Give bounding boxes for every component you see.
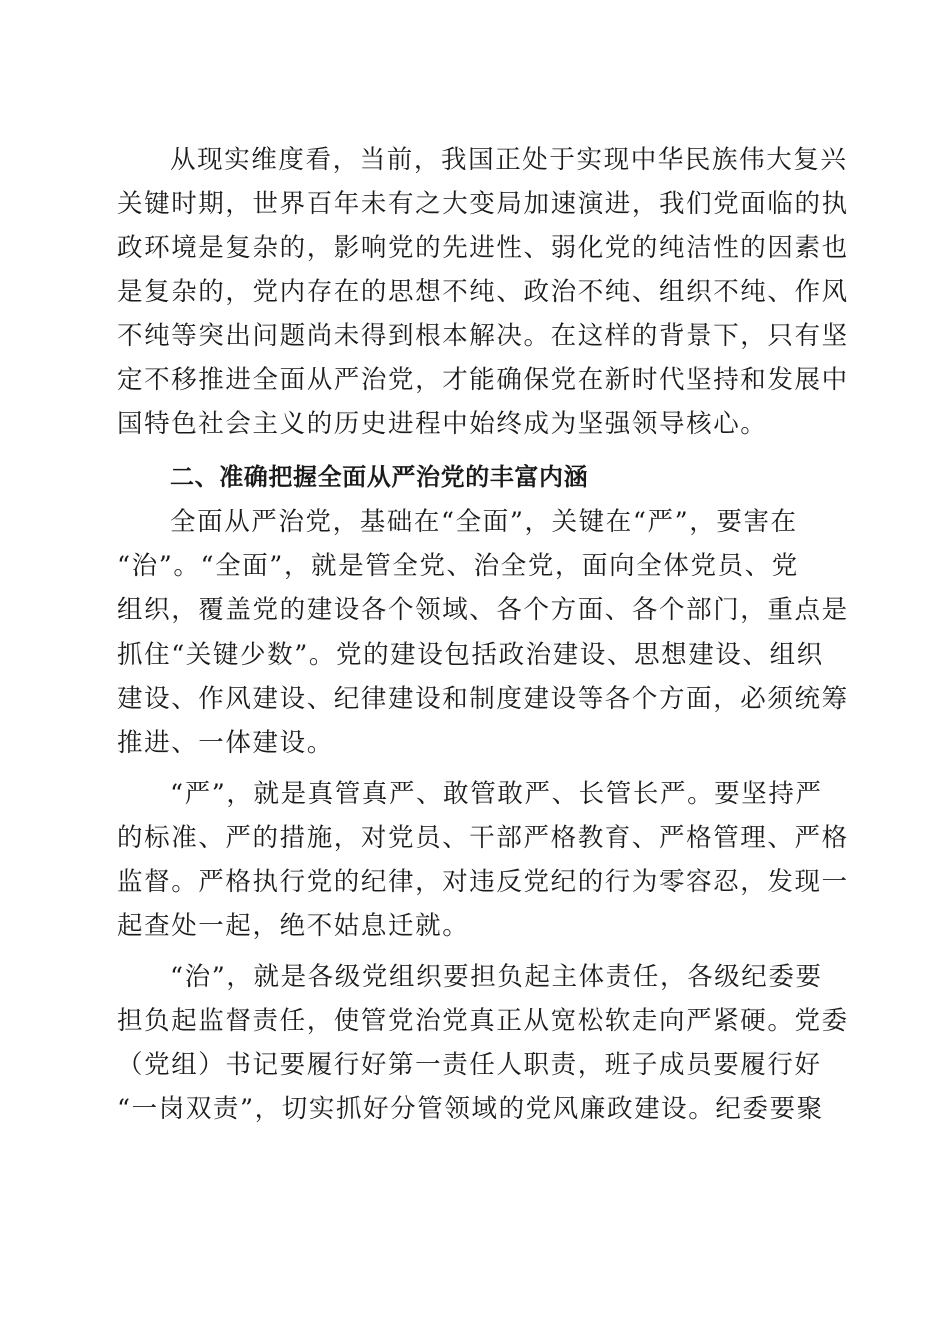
paragraph-line: 的标准、严的措施，对党员、干部严格教育、严格管理、严格 <box>117 823 849 853</box>
paragraph-line: 是复杂的，党内存在的思想不纯、政治不纯、组织不纯、作风 <box>117 277 849 307</box>
paragraph-line: “一岗双责”，切实抓好分管领域的党风廉政建设。纪委要聚 <box>117 1094 824 1124</box>
paragraph-line: 担负起监督责任，使管党治党真正从宽松软走向严紧硬。党委 <box>117 1006 849 1036</box>
paragraph-line: 建设、作风建设、纪律建设和制度建设等各个方面，必须统筹 <box>117 684 849 714</box>
paragraph-line: “治”，就是各级党组织要担负起主体责任，各级纪委要 <box>170 962 823 992</box>
paragraph-line: “严”，就是真管真严、敢管敢严、长管长严。要坚持严 <box>170 779 823 809</box>
paragraph-line: 不纯等突出问题尚未得到根本解决。在这样的背景下，只有坚 <box>117 321 849 351</box>
paragraph-line: “治”。“全面”，就是管全党、治全党，面向全体党员、党 <box>117 551 799 581</box>
paragraph-line: 定不移推进全面从严治党，才能确保党在新时代坚持和发展中 <box>117 365 849 395</box>
paragraph-line: 推进、一体建设。 <box>117 728 334 758</box>
paragraph-line: 国特色社会主义的历史进程中始终成为坚强领导核心。 <box>117 409 768 439</box>
paragraph-line: 关键时期，世界百年未有之大变局加速演进，我们党面临的执 <box>117 189 849 219</box>
paragraph-line: 起查处一起，绝不姑息迁就。 <box>117 911 470 941</box>
paragraph-line: 监督。严格执行党的纪律，对违反党纪的行为零容忍，发现一 <box>117 867 849 897</box>
paragraph-line: 政环境是复杂的，影响党的先进性、弱化党的纯洁性的因素也 <box>117 233 849 263</box>
paragraph-line: 从现实维度看，当前，我国正处于实现中华民族伟大复兴 <box>170 145 848 175</box>
paragraph-line: 组织，覆盖党的建设各个领域、各个方面、各个部门，重点是 <box>117 595 849 625</box>
section-heading: 二、准确把握全面从严治党的丰富内涵 <box>170 463 589 491</box>
paragraph-line: （党组）书记要履行好第一责任人职责，班子成员要履行好 <box>117 1050 822 1080</box>
paragraph-line: 抓住“关键少数”。党的建设包括政治建设、思想建设、组织 <box>117 640 824 670</box>
paragraph-line: 全面从严治党，基础在“全面”，关键在“严”，要害在 <box>170 507 798 537</box>
